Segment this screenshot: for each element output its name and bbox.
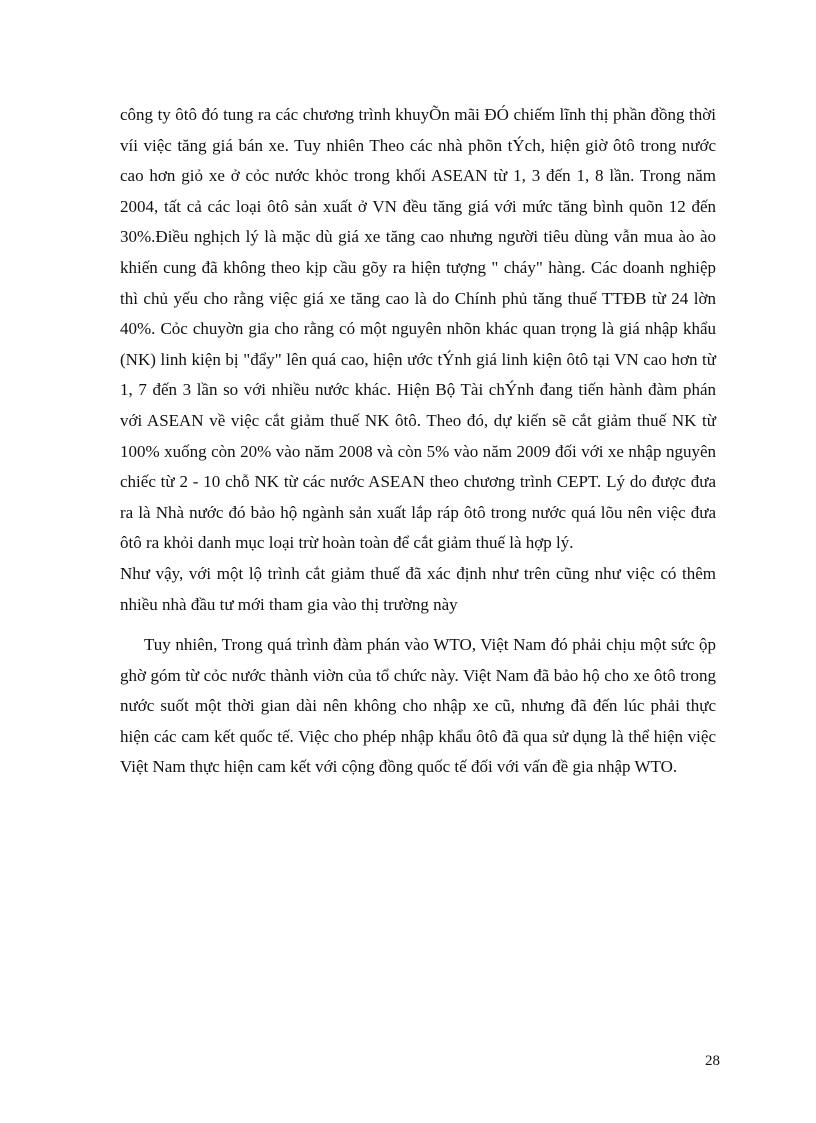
paragraph-wto-pressure: Tuy nhiên, Trong quá trình đàm phán vào WTO, Việt Nam đó phải chịu một sức ộp ghờ góm từ cỏc nước thành viờn của tổ chức này. Việt Nam đã bảo hộ cho xe ôtô trong nước suốt một thời gian dài nên không cho nhập xe cũ, nhưng đã đến lúc phải thực hiện các cam kết quốc tế. Việc cho phép nhập khẩu ôtô đã qua sử dụng là thể hiện việc Việt Nam thực hiện cam kết với cộng đồng quốc tế đối với vấn đề gia nhập WTO.	[120, 635, 716, 777]
paragraph-car-prices: công ty ôtô đó tung ra các chương trình khuyÕn mãi ĐÓ chiếm lĩnh thị phần đồng thời víi việc tăng giá bán xe. Tuy nhiên Theo các nhà phõn tÝch, hiện giờ ôtô trong nước cao hơn giỏ xe ở cỏc nước khỏc trong khối ASEAN từ 1, 3 đến 1, 8 lần. Trong năm 2004, tất cả các loại ôtô sản xuất ở VN đều tăng giá với mức tăng bình quõn 12 đến 30%.Điều nghịch lý là mặc dù giá xe tăng cao nhưng người tiêu dùng vẫn mua ào ào khiến cung đã không theo kịp cầu gõy ra hiện tượng " cháy" hàng. Các doanh nghiệp thì chủ yếu cho rằng việc giá xe tăng cao là do Chính phủ tăng thuế TTĐB từ 24 lờn 40%. Cỏc chuyờn gia cho rằng có một nguyên nhõn khác quan trọng là giá nhập khẩu (NK) linh kiện bị "đẩy" lên quá cao, hiện ước tÝnh giá linh kiện ôtô tại VN cao hơn từ 1, 7 đến 3 lần so với nhiều nước khác. Hiện Bộ Tài chÝnh đang tiến hành đàm phán với ASEAN về việc cắt giảm thuế NK ôtô. Theo đó, dự kiến sẽ cắt giảm thuế NK từ 100% xuống còn 20% vào năm 2008 và còn 5% vào năm 2009 đối với xe nhập nguyên chiếc từ 2 - 10 chỗ NK từ các nước ASEAN theo chương trình CEPT. Lý do được đưa ra là Nhà nước đó bảo hộ ngành sản xuất lắp ráp ôtô trong nước quá lõu nên việc đưa ôtô ra khỏi danh mục loại trừ hoàn toàn để cắt giảm thuế là hợp lý.	[120, 105, 716, 553]
paragraph-tax-roadmap: Như vậy, với một lộ trình cắt giảm thuế đã xác định như trên cũng như việc có thêm nhiều nhà đầu tư mới tham gia vào thị trường này	[120, 563, 716, 614]
body-text	[120, 100, 716, 783]
page-number: 28	[705, 1053, 720, 1069]
